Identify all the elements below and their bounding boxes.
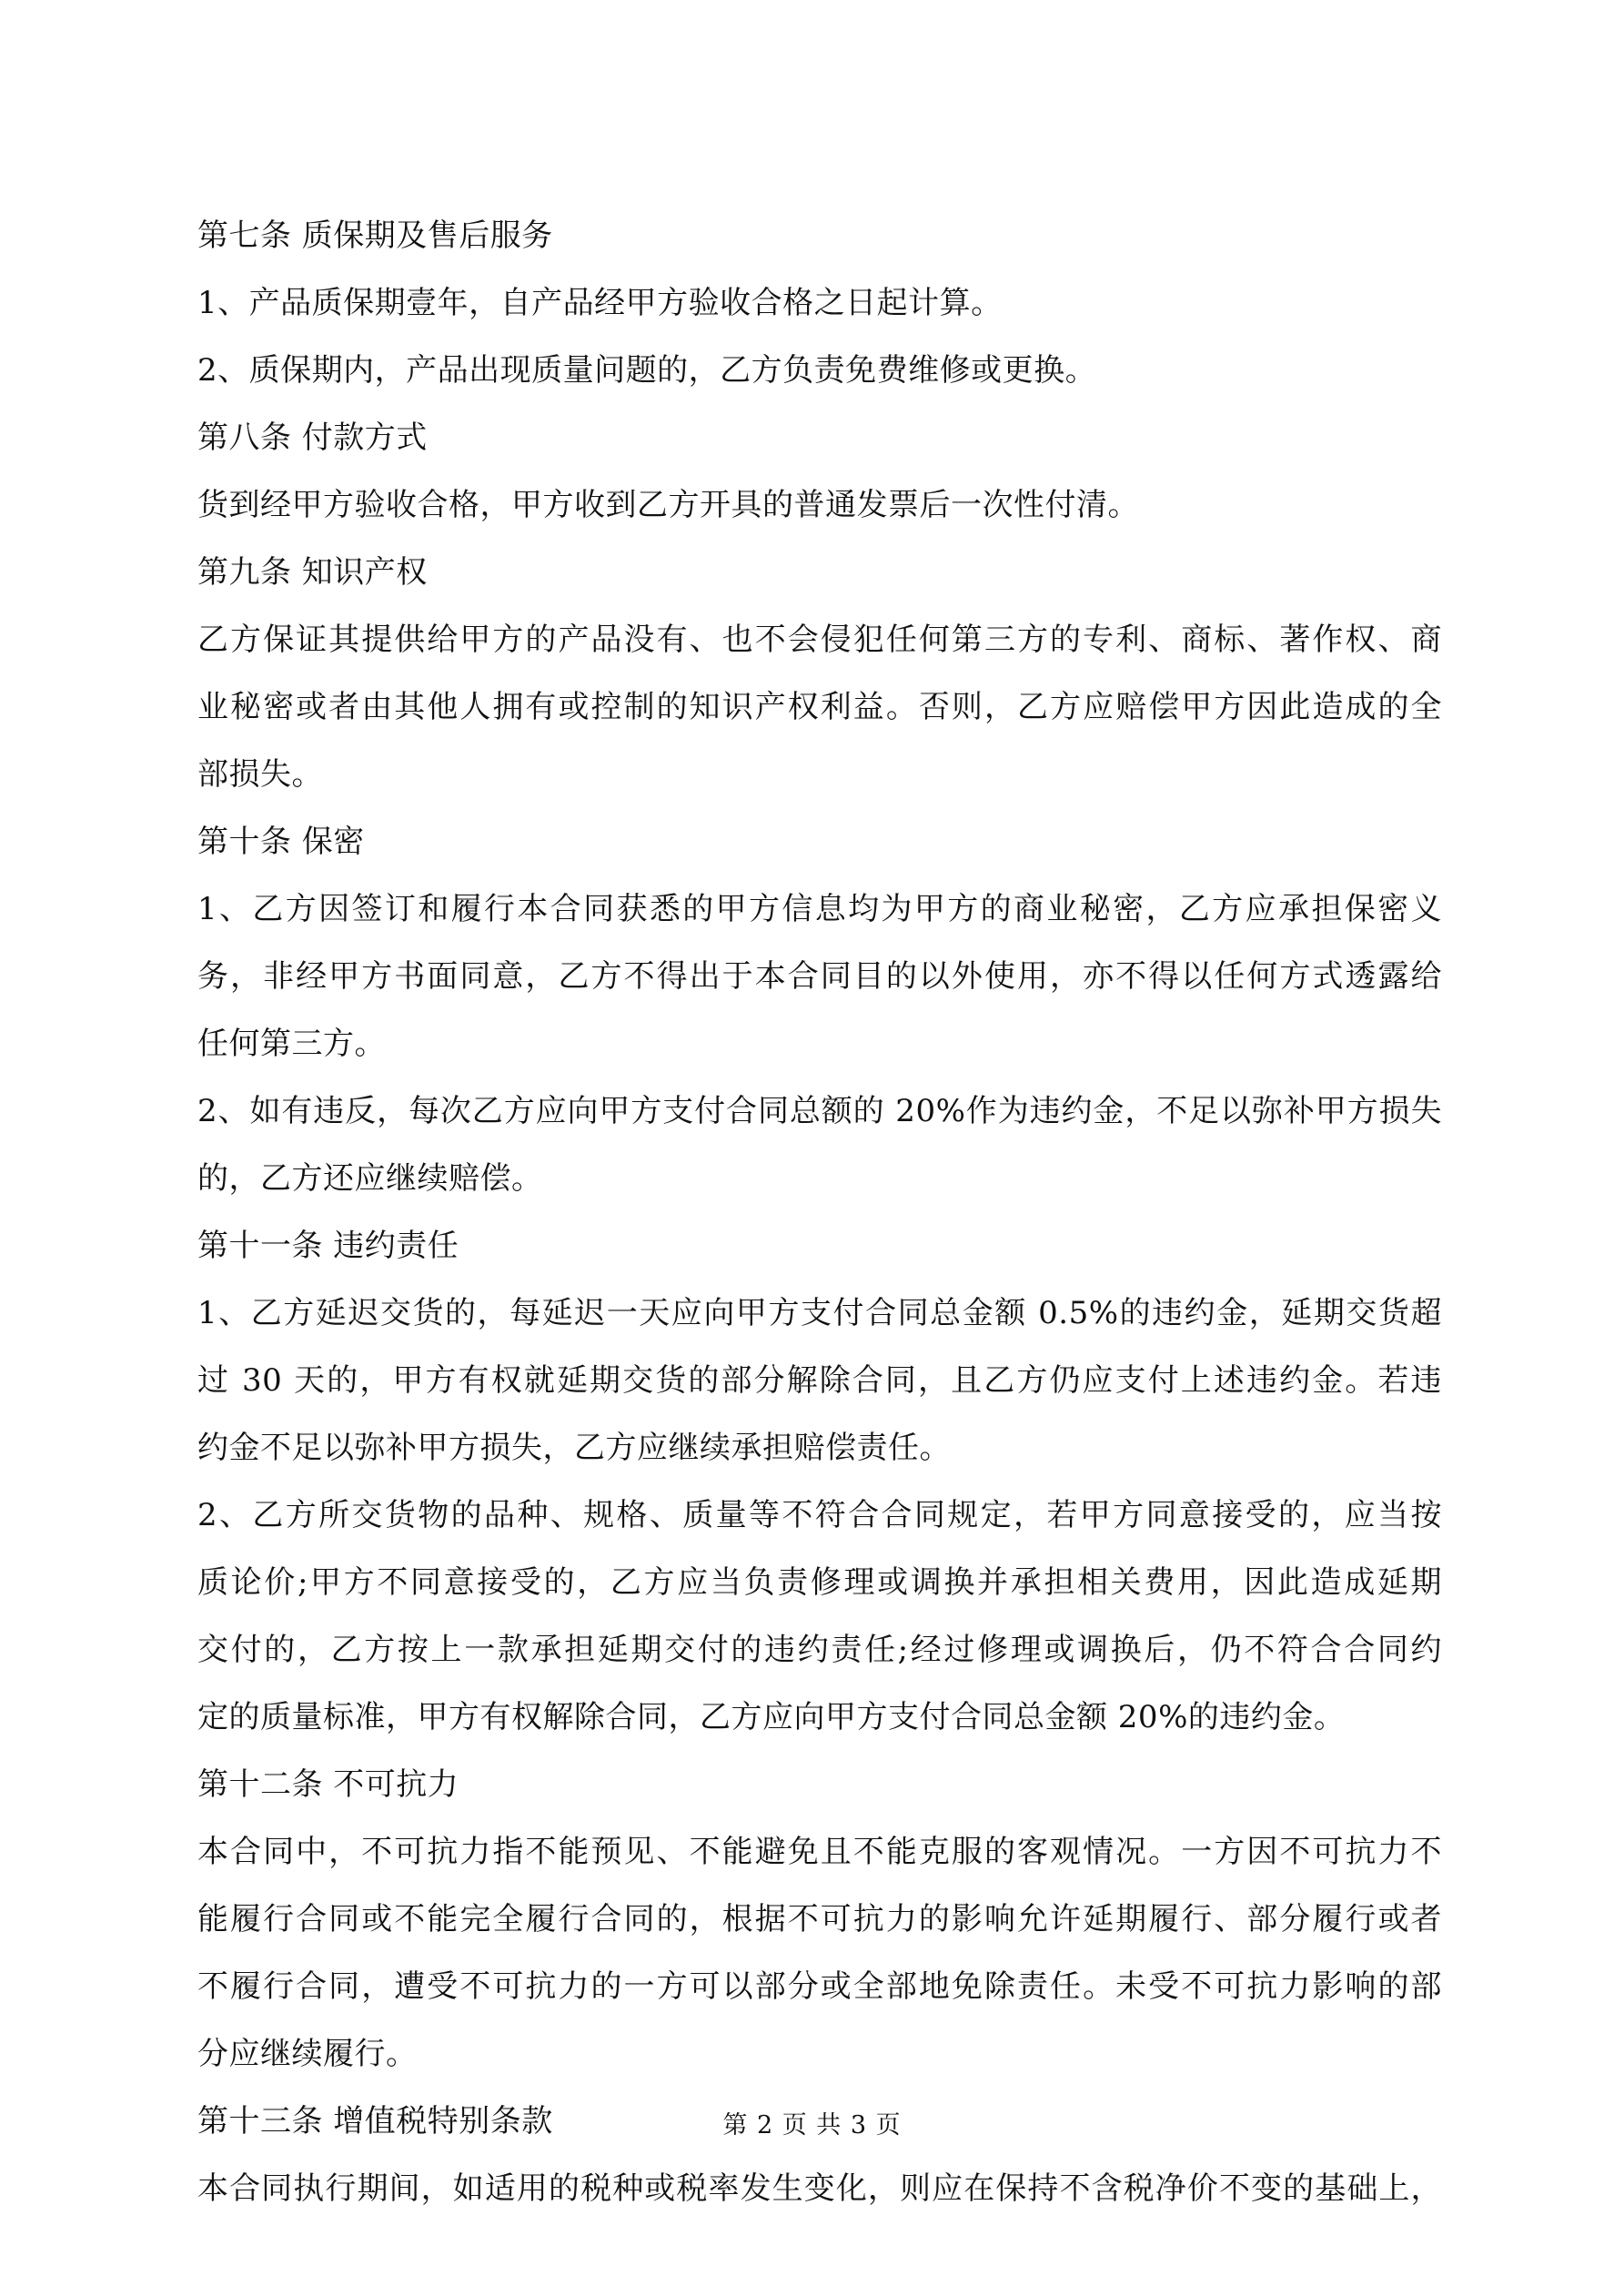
paragraph-line: 2、如有违反，每次乙方应向甲方支付合同总额的 20%作为违约金，不足以弥补甲方损失 xyxy=(197,1093,1442,1129)
paragraph-line: 任何第三方。 xyxy=(197,1026,386,1062)
heading-article-8: 第八条 付款方式 xyxy=(197,420,428,456)
paragraph-line: 不履行合同，遭受不可抗力的一方可以部分或全部地免除责任。未受不可抗力影响的部 xyxy=(197,1968,1442,2005)
paragraph-line: 能履行合同或不能完全履行合同的，根据不可抗力的影响允许延期履行、部分履行或者 xyxy=(197,1901,1442,1937)
paragraph-line: 2、质保期内，产品出现质量问题的，乙方负责免费维修或更换。 xyxy=(197,352,1097,389)
paragraph-line: 本合同中，不可抗力指不能预见、不能避免且不能克服的客观情况。一方因不可抗力不 xyxy=(197,1834,1442,1870)
paragraph-line: 务，非经甲方书面同意，乙方不得出于本合同目的以外使用，亦不得以任何方式透露给 xyxy=(197,958,1442,995)
paragraph-line: 分应继续履行。 xyxy=(197,2036,418,2072)
heading-article-10: 第十条 保密 xyxy=(197,824,365,860)
paragraph-line: 业秘密或者由其他人拥有或控制的知识产权利益。否则，乙方应赔偿甲方因此造成的全 xyxy=(197,689,1442,725)
page-number-footer: 第 2 页 共 3 页 xyxy=(722,2111,902,2139)
paragraph-line: 约金不足以弥补甲方损失，乙方应继续承担赔偿责任。 xyxy=(197,1430,951,1466)
paragraph-line: 质论价;甲方不同意接受的，乙方应当负责修理或调换并承担相关费用，因此造成延期 xyxy=(197,1564,1442,1601)
paragraph-line: 1、产品质保期壹年，自产品经甲方验收合格之日起计算。 xyxy=(197,285,1003,321)
heading-article-9: 第九条 知识产权 xyxy=(197,554,428,591)
paragraph-line: 部损失。 xyxy=(197,756,323,793)
heading-article-12: 第十二条 不可抗力 xyxy=(197,1766,459,1803)
paragraph-line: 2、乙方所交货物的品种、规格、质量等不符合合同规定，若甲方同意接受的，应当按 xyxy=(197,1497,1442,1533)
paragraph-line: 本合同执行期间，如适用的税种或税率发生变化，则应在保持不含税净价不变的基础上， xyxy=(197,2170,1442,2207)
paragraph-line: 乙方保证其提供给甲方的产品没有、也不会侵犯任何第三方的专利、商标、著作权、商 xyxy=(197,622,1442,658)
paragraph-line: 1、乙方因签订和履行本合同获悉的甲方信息均为甲方的商业秘密，乙方应承担保密义 xyxy=(197,891,1442,927)
paragraph-line: 定的质量标准，甲方有权解除合同，乙方应向甲方支付合同总金额 20%的违约金。 xyxy=(197,1699,1346,1735)
paragraph-line: 的，乙方还应继续赔偿。 xyxy=(197,1160,543,1197)
paragraph-line: 货到经甲方验收合格，甲方收到乙方开具的普通发票后一次性付清。 xyxy=(197,487,1139,523)
heading-article-13: 第十三条 增值税特别条款 xyxy=(197,2103,553,2139)
paragraph-line: 交付的，乙方按上一款承担延期交付的违约责任;经过修理或调换后，仍不符合合同约 xyxy=(197,1632,1442,1668)
document-body xyxy=(197,202,1442,2222)
heading-article-7: 第七条 质保期及售后服务 xyxy=(197,217,553,254)
paragraph-line: 过 30 天的，甲方有权就延期交货的部分解除合同，且乙方仍应支付上述违约金。若违 xyxy=(197,1362,1442,1399)
heading-article-11: 第十一条 违约责任 xyxy=(197,1228,459,1264)
paragraph-line: 1、乙方延迟交货的，每延迟一天应向甲方支付合同总金额 0.5%的违约金，延期交货超 xyxy=(197,1295,1442,1331)
